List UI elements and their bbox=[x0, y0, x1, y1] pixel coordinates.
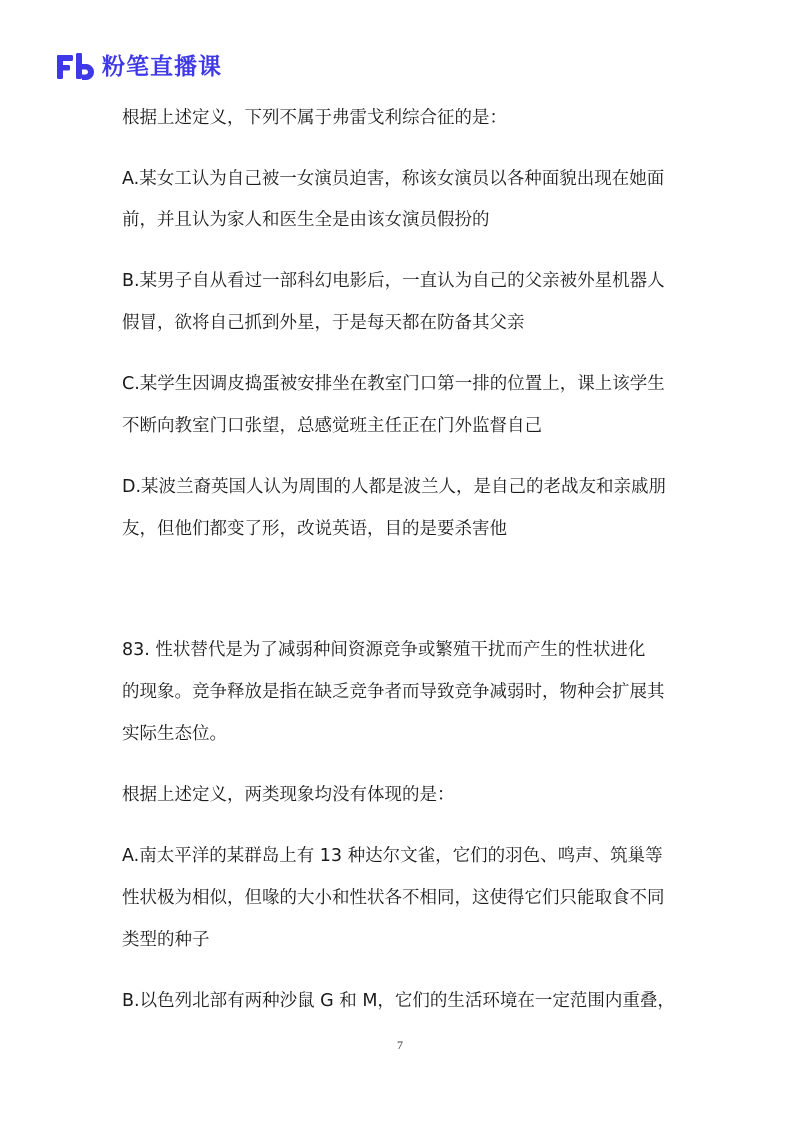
text-line: 性状极为相似，但喙的大小和性状各不相同，这使得它们只能取食不同 bbox=[122, 888, 665, 908]
text-line: 根据上述定义，两类现象均没有体现的是： bbox=[122, 785, 455, 805]
text-line: D.某波兰裔英国人认为周围的人都是波兰人，是自己的老战友和亲戚朋 bbox=[122, 477, 667, 497]
text-line: 假冒，欲将自己抓到外星，于是每天都在防备其父亲 bbox=[122, 313, 525, 333]
text-line: A.某女工认为自己被一女演员迫害，称该女演员以各种面貌出现在她面 bbox=[122, 169, 665, 189]
text-line: B.以色列北部有两种沙鼠 G 和 M，它们的生活环境在一定范围内重叠， bbox=[122, 991, 675, 1011]
text-line: 根据上述定义，下列不属于弗雷戈利综合征的是： bbox=[122, 108, 507, 128]
text-line: 不断向教室门口张望，总感觉班主任正在门外监督自己 bbox=[122, 416, 542, 436]
text-line: B.某男子自从看过一部科幻电影后，一直认为自己的父亲被外星机器人 bbox=[122, 271, 665, 291]
text-line: 前，并且认为家人和医生全是由该女演员假扮的 bbox=[122, 210, 490, 230]
text-line: 类型的种子 bbox=[122, 930, 210, 950]
page-number: 7 bbox=[397, 1038, 403, 1052]
text-line: 友，但他们都变了形，改说英语，目的是要杀害他 bbox=[122, 519, 507, 539]
text-line: A.南太平洋的某群岛上有 13 种达尔文雀，它们的羽色、鸣声、筑巢等 bbox=[122, 846, 663, 866]
text-line: 的现象。竞争释放是指在缺乏竞争者而导致竞争减弱时，物种会扩展其 bbox=[122, 682, 665, 702]
text-line: 83. 性状替代是为了减弱种间资源竞争或繁殖干扰而产生的性状进化 bbox=[122, 640, 646, 660]
brand-name: 粉笔直播课 bbox=[102, 54, 222, 80]
page-header bbox=[56, 52, 222, 82]
fenbi-logo-icon bbox=[56, 52, 96, 82]
text-line: C.某学生因调皮捣蛋被安排坐在教室门口第一排的位置上，课上该学生 bbox=[122, 374, 665, 394]
text-line: 实际生态位。 bbox=[122, 724, 227, 744]
